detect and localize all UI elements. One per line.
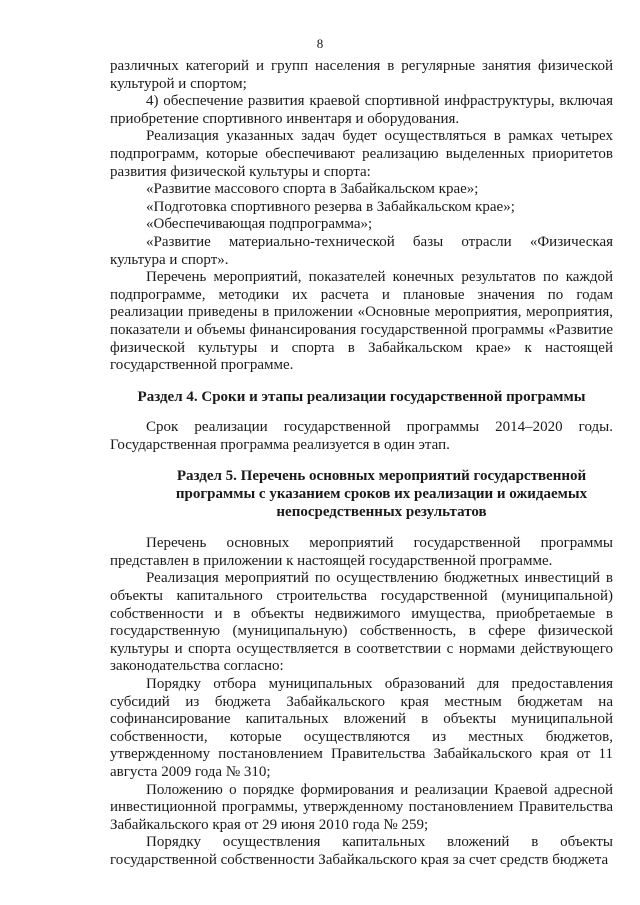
paragraph: Реализация указанных задач будет осуществляться в рамках четырех подпрограмм, которые обеспечивают реализацию выделенных приоритетов развития физической культуры и спорта: xyxy=(110,128,613,180)
paragraph: Срок реализации государственной программы 2014–2020 годы. Государственная программа реализуется в один этап. xyxy=(110,419,613,453)
paragraph: Положению о порядке формирования и реализации Краевой адресной инвестиционной программы, утвержденному постановлением Правительства Забайкальского края от 29 июня 2010 года № 259; xyxy=(110,781,613,833)
list-item-4: 4) обеспечение развития краевой спортивной инфраструктуры, включая приобретение спортивного инвентаря и оборудования. xyxy=(110,93,613,127)
paragraph: Перечень основных мероприятий государственной программы представлен в приложении к настоящей государственной программе. xyxy=(110,535,613,569)
paragraph: различных категорий и групп населения в регулярные занятия физической культурой и спортом; xyxy=(110,58,613,92)
document-body xyxy=(110,58,613,870)
paragraph: Порядку отбора муниципальных образований для предоставления субсидий из бюджета Забайкальского края местным бюджетам на софинансирование капитальных вложений в объекты муниципальной собственности, которые осуществляются из местных бюджетов, утвержденному постановлением Правительства Забайкальского края от 11 августа 2009 года № 310; xyxy=(110,676,613,780)
subprogram-item: «Развитие массового спорта в Забайкальском крае»; xyxy=(146,181,479,198)
section-4-heading: Раздел 4. Сроки и этапы реализации государственной программы xyxy=(137,388,586,405)
section-5-heading: Раздел 5. Перечень основных мероприятий государственной программы с указанием сроков их реализации и ожидаемых непосредственных результатов xyxy=(175,468,588,520)
paragraph: Порядку осуществления капитальных вложений в объекты государственной собственности Забайкальского края за счет средств бюджета xyxy=(110,834,613,868)
paragraph: Реализация мероприятий по осуществлению бюджетных инвестиций в объекты капитального строительства государственной (муниципальной) собственности и в объекты недвижимого имущества, приобретаемые в государственную (муниципальную) собственность, в сфере физической культуры и спорта осуществляется в соответствии с нормами действующего законодательства согласно: xyxy=(110,570,613,675)
subprogram-item: «Подготовка спортивного резерва в Забайкальском крае»; xyxy=(146,198,515,215)
paragraph: Перечень мероприятий, показателей конечных результатов по каждой подпрограмме, методики их расчета и плановые значения по годам реализации приведены в приложении «Основные мероприятия, мероприятия, показатели и объемы финансирования государственной программы «Развитие физической культуры и спорта в Забайкальском крае» к настоящей государственной программе. xyxy=(110,269,613,374)
subprogram-item: «Обеспечивающая подпрограмма»; xyxy=(146,216,373,233)
subprogram-item: «Развитие материально-технической базы отрасли «Физическая культура и спорт». xyxy=(110,233,613,268)
page-number: 8 xyxy=(316,36,324,51)
